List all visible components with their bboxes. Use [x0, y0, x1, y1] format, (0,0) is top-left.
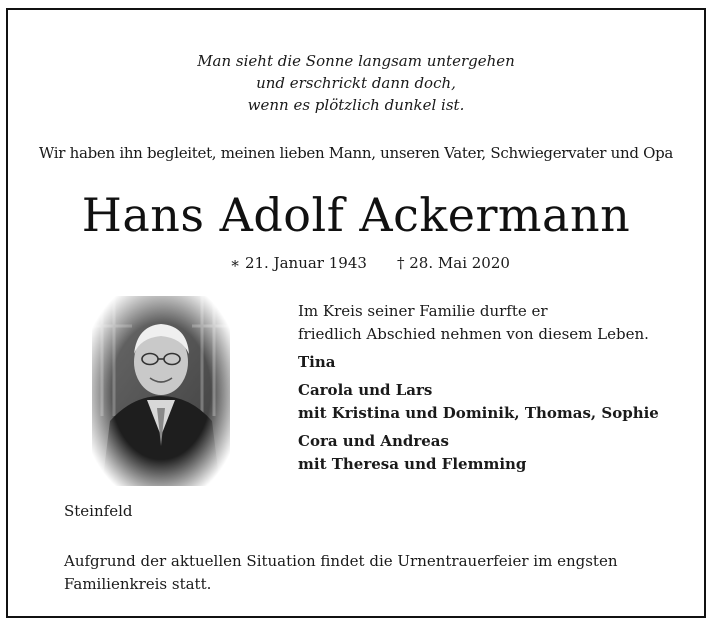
portrait-photo	[92, 296, 230, 486]
farewell-line: friedlich Abschied nehmen von diesem Leben.	[298, 325, 649, 343]
death-date: † 28. Mai 2020	[397, 254, 510, 272]
birth-date: ∗ 21. Januar 1943	[230, 254, 367, 272]
family-block	[298, 300, 659, 476]
poem	[8, 50, 704, 116]
farewell-line: Im Kreis seiner Familie durfte er	[298, 302, 548, 320]
family-member-children: mit Kristina und Dominik, Thomas, Sophie	[298, 404, 659, 422]
deceased-name: Hans Adolf Ackermann	[81, 188, 631, 242]
funeral-note: Aufgrund der aktuellen Situation findet die Urnentrauerfeier im engsten Familienkreis statt.	[64, 552, 618, 593]
family-member: Tina	[298, 353, 336, 371]
obituary-frame	[6, 8, 706, 618]
poem-line: Man sieht die Sonne langsam untergehen	[197, 52, 515, 70]
intro-text: Wir haben ihn begleitet, meinen lieben Mann, unseren Vater, Schwiegervater und Opa	[38, 144, 674, 162]
place: Steinfeld	[64, 502, 133, 520]
family-member: Cora und Andreas	[298, 432, 449, 450]
poem-line: und erschrickt dann doch,	[256, 74, 456, 92]
poem-line: wenn es plötzlich dunkel ist.	[247, 96, 465, 114]
family-member-children: mit Theresa und Flemming	[298, 455, 527, 473]
family-member: Carola und Lars	[298, 381, 433, 399]
